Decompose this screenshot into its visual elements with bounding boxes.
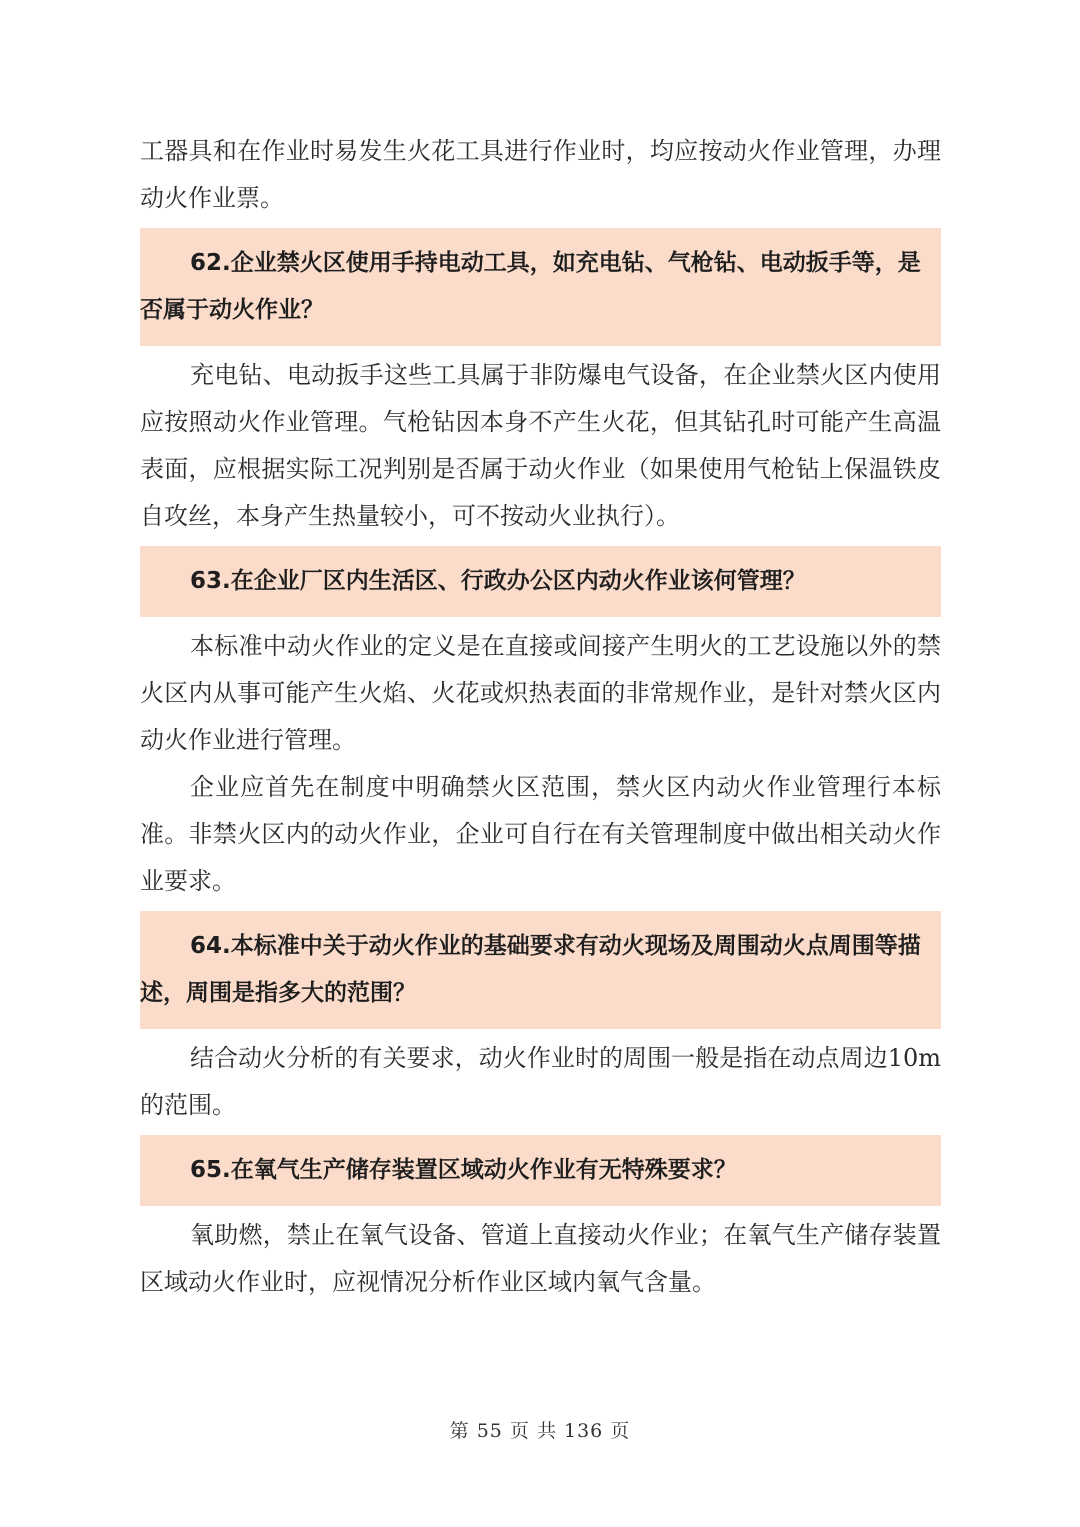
question-heading: 65.在氧气生产储存装置区域动火作业有无特殊要求？ [190, 1157, 737, 1183]
page-number-footer: 第 55 页 共 136 页 [449, 1420, 631, 1442]
question-box-65 [140, 1135, 941, 1206]
answer-paragraph: 氧助燃，禁止在氧气设备、管道上直接动火作业；在氧气生产储存装置区域动火作业时，应视情况分析作业区域内氧气含量。 [140, 1221, 941, 1296]
answer-paragraph: 企业应首先在制度中明确禁火区范围，禁火区内动火作业管理行本标准。非禁火区内的动火作业，企业可自行在有关管理制度中做出相关动火作业要求。 [140, 773, 941, 895]
question-heading: 63.在企业厂区内生活区、行政办公区内动火作业该何管理？ [190, 568, 806, 594]
answer-paragraph: 结合动火分析的有关要求，动火作业时的周围一般是指在动点周边10m 的范围。 [140, 1044, 941, 1119]
answer-paragraph: 充电钻、电动扳手这些工具属于非防爆电气设备，在企业禁火区内使用应按照动火作业管理。气枪钻因本身不产生火花，但其钻孔时可能产生高温表面，应根据实际工况判别是否属于动火作业（如果使用气枪钻上保温铁皮自攻丝，本身产生热量较小，可不按动火业执行）。 [140, 361, 941, 530]
question-heading: 64.本标准中关于动火作业的基础要求有动火现场及周围动火点周围等描述，周围是指多大的范围？ [140, 933, 921, 1006]
intro-paragraph: 工器具和在作业时易发生火花工具进行作业时，均应按动火作业管理，办理动火作业票。 [140, 137, 941, 212]
question-box-63 [140, 546, 941, 617]
question-heading: 62.企业禁火区使用手持电动工具，如充电钻、气枪钻、电动扳手等，是否属于动火作业？ [140, 250, 921, 323]
question-box-62 [140, 228, 941, 346]
document-body [140, 128, 941, 1306]
question-box-64 [140, 911, 941, 1029]
answer-paragraph: 本标准中动火作业的定义是在直接或间接产生明火的工艺设施以外的禁火区内从事可能产生火焰、火花或炽热表面的非常规作业，是针对禁火区内动火作业进行管理。 [140, 632, 941, 754]
